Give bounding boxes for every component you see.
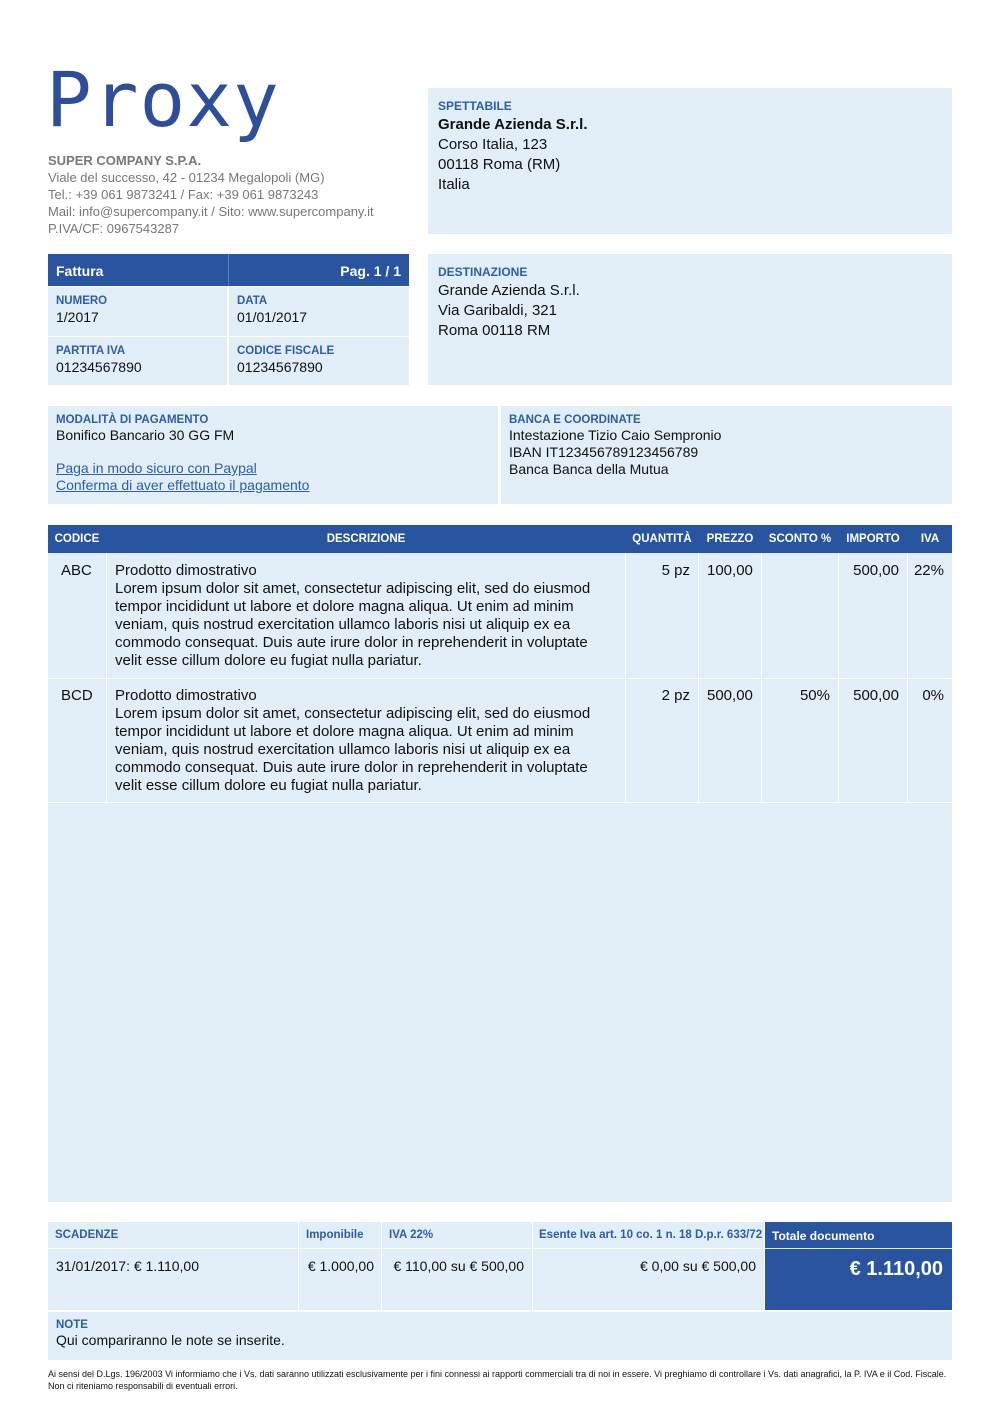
destination-panel xyxy=(428,254,952,385)
bank-iban: IBAN IT123456789123456789 xyxy=(509,444,699,460)
due-value: 31/01/2017: € 1.110,00 xyxy=(56,1258,199,1274)
notes-text: Qui compariranno le note se inserite. xyxy=(56,1332,285,1348)
row-desc-line: commodo consequat. Duis aute irure dolor in reprehenderit in voluptate xyxy=(115,759,588,776)
row-amount: 500,00 xyxy=(853,687,899,704)
taxable-cell xyxy=(299,1249,381,1310)
footer-line: Ai sensi del D.Lgs. 196/2003 Vi informiamo che i Vs. dati saranno utilizzati esclusivamente per i fini connessi ai rapporti commerciali tra di noi in essere. Vi preghiamo di controllare i Vs. dati anagrafici, la P. IVA e il Cod. Fiscale. xyxy=(48,1369,947,1379)
row-vat: 0% xyxy=(922,687,944,704)
invoice-fiscal-label: CODICE FISCALE xyxy=(237,345,335,357)
notes-panel xyxy=(48,1312,952,1360)
header-quantity: QUANTITÀ xyxy=(632,533,692,545)
recipient-city: 00118 Roma (RM) xyxy=(438,156,561,173)
row-amount: 500,00 xyxy=(853,562,899,579)
row-desc-line: Lorem ipsum dolor sit amet, consectetur adipiscing elit, sed do eiusmod xyxy=(115,580,591,597)
invoice-date-cell xyxy=(229,287,409,336)
exempt-cell xyxy=(533,1249,764,1310)
recipient-country: Italia xyxy=(438,176,470,193)
totals-section xyxy=(48,1222,952,1310)
row-desc-line: velit esse cillum dolore eu fugiat nulla pariatur. xyxy=(115,652,422,669)
header-vat: IVA xyxy=(920,533,940,545)
row-desc-line: commodo consequat. Duis aute irure dolor in reprehenderit in voluptate xyxy=(115,634,588,651)
invoice-vat: 01234567890 xyxy=(56,359,142,375)
row-title: Prodotto dimostrativo xyxy=(115,562,257,579)
payment-panel xyxy=(48,406,498,504)
invoice-header xyxy=(48,254,409,286)
header-code: CODICE xyxy=(54,533,100,545)
payment-label: MODALITÀ DI PAGAMENTO xyxy=(56,414,209,426)
document-total xyxy=(765,1222,952,1310)
bank-name: Banca Banca della Mutua xyxy=(509,461,669,477)
destination-city: Roma 00118 RM xyxy=(438,322,551,339)
exempt-value: € 0,00 su € 500,00 xyxy=(640,1258,756,1274)
row-desc-line: veniam, quis nostrud exercitation ullamco laboris nisi ut aliquip ex ea xyxy=(115,741,571,758)
footer-line: Non ci riteniamo responsabili di eventuali errori. xyxy=(48,1381,238,1391)
destination-label: DESTINAZIONE xyxy=(438,265,528,279)
sender-company: SUPER COMPANY S.P.A. xyxy=(48,153,202,168)
paypal-link[interactable]: Paga in modo sicuro con Paypal xyxy=(56,460,257,476)
sender-vat: P.IVA/CF: 0967543287 xyxy=(48,221,180,236)
row-desc-line: tempor incididunt ut labore et dolore magna aliqua. Ut enim ad minim xyxy=(115,598,574,615)
row-code: BCD xyxy=(61,687,93,704)
destination-street: Via Garibaldi, 321 xyxy=(438,302,557,319)
exempt-label: Esente Iva art. 10 co. 1 n. 18 D.p.r. 633/72 xyxy=(539,1229,763,1241)
invoice-info xyxy=(48,254,409,385)
row-price: 500,00 xyxy=(707,687,753,704)
sender-address: Viale del successo, 42 - 01234 Megalopoli (MG) xyxy=(48,170,325,185)
notes-label: NOTE xyxy=(56,1319,88,1331)
row-quantity: 5 pz xyxy=(661,562,690,579)
payment-method: Bonifico Bancario 30 GG FM xyxy=(56,427,235,443)
due-label: SCADENZE xyxy=(55,1229,119,1241)
row-price: 100,00 xyxy=(707,562,753,579)
taxable-value: € 1.000,00 xyxy=(307,1258,374,1274)
invoice-date-label: DATA xyxy=(237,295,268,307)
invoice-type: Fattura xyxy=(56,263,104,279)
row-description xyxy=(115,562,620,670)
row-code: ABC xyxy=(61,562,92,579)
row-quantity: 2 pz xyxy=(661,687,690,704)
invoice-date: 01/01/2017 xyxy=(237,309,308,325)
row-desc-line: veniam, quis nostrud exercitation ullamco laboris nisi ut aliquip ex ea xyxy=(115,616,571,633)
invoice-fiscal: 01234567890 xyxy=(237,359,323,375)
row-description xyxy=(115,687,620,795)
row-title: Prodotto dimostrativo xyxy=(115,687,257,704)
invoice-vat-label: PARTITA IVA xyxy=(56,345,126,357)
invoice-number: 1/2017 xyxy=(56,309,99,325)
invoice-number-label: NUMERO xyxy=(56,295,108,307)
vat-cell xyxy=(382,1249,532,1310)
header-discount: SCONTO % xyxy=(768,533,832,545)
table-header xyxy=(48,525,952,553)
destination-name: Grande Azienda S.r.l. xyxy=(438,282,580,299)
header-price: PREZZO xyxy=(706,533,754,545)
confirm-payment-link[interactable]: Conferma di aver effettuato il pagamento xyxy=(56,477,310,493)
page-number: Pag. 1 / 1 xyxy=(340,263,401,279)
vat-header xyxy=(382,1222,532,1248)
row-vat: 22% xyxy=(913,562,944,579)
exempt-header xyxy=(533,1222,764,1248)
header-description: DESCRIZIONE xyxy=(326,533,406,545)
vat-total-value: € 110,00 su € 500,00 xyxy=(393,1258,524,1274)
invoice-fiscal-cell xyxy=(229,337,409,385)
bank-holder: Intestazione Tizio Caio Sempronio xyxy=(509,427,722,443)
sender-info xyxy=(48,152,374,237)
vat-total-label: IVA 22% xyxy=(389,1229,434,1241)
privacy-footer xyxy=(48,1368,948,1392)
due-cell xyxy=(48,1249,298,1310)
row-desc-line: tempor incididunt ut labore et dolore magna aliqua. Ut enim ad minim xyxy=(115,723,574,740)
sender-mail: Mail: info@supercompany.it / Sito: www.supercompany.it xyxy=(48,204,374,219)
bank-label: BANCA E COORDINATE xyxy=(509,414,641,426)
recipient-label: SPETTABILE xyxy=(438,99,512,113)
invoice-vat-cell xyxy=(48,337,227,385)
total-label: Totale documento xyxy=(772,1229,875,1243)
items-table xyxy=(48,525,952,1202)
company-logo: Proxy xyxy=(46,55,280,144)
row-discount: 50% xyxy=(799,687,830,704)
recipient-panel xyxy=(428,88,952,234)
recipient-name: Grande Azienda S.r.l. xyxy=(438,116,588,133)
row-desc-line: velit esse cillum dolore eu fugiat nulla pariatur. xyxy=(115,777,422,794)
taxable-header xyxy=(299,1222,381,1248)
header-amount: IMPORTO xyxy=(846,533,900,545)
total-value: € 1.110,00 xyxy=(849,1258,943,1280)
sender-phone: Tel.: +39 061 9873241 / Fax: +39 061 9873243 xyxy=(48,187,319,202)
taxable-label: Imponibile xyxy=(306,1229,364,1241)
row-desc-line: Lorem ipsum dolor sit amet, consectetur adipiscing elit, sed do eiusmod xyxy=(115,705,591,722)
bank-panel xyxy=(501,406,952,504)
invoice-number-cell xyxy=(48,287,227,336)
due-header xyxy=(48,1222,298,1248)
recipient-street: Corso Italia, 123 xyxy=(438,136,548,153)
